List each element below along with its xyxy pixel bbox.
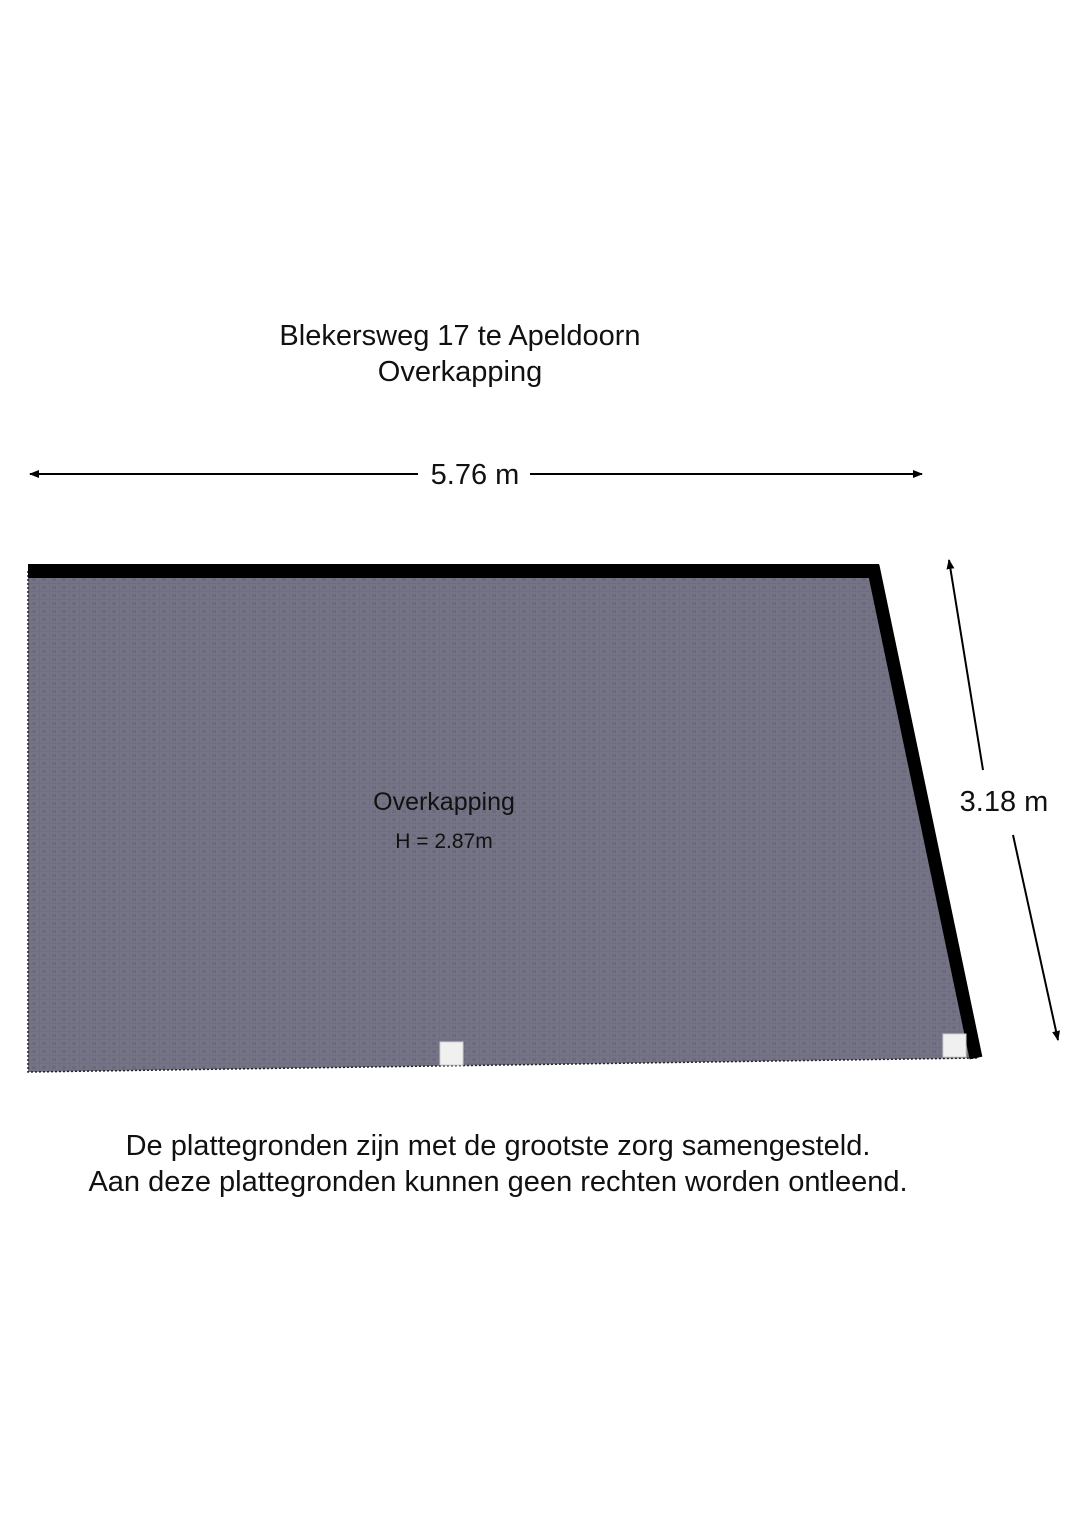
depth-dimension-label: 3.18 m: [959, 786, 1049, 818]
floor-title: Overkapping: [377, 356, 543, 388]
column-marker-middle: [440, 1042, 463, 1065]
address-title: Blekersweg 17 te Apeldoorn: [279, 320, 641, 352]
depth-dimension: [949, 560, 1058, 1040]
depth-dimension-line-bottom: [1013, 835, 1058, 1040]
width-dimension-label: 5.76 m: [430, 459, 520, 491]
room-height: H = 2.87m: [395, 830, 493, 853]
floor-area: [28, 571, 978, 1072]
disclaimer-line-1: De plattegronden zijn met de grootste zorg samengesteld.: [125, 1130, 871, 1162]
column-marker-right: [943, 1034, 966, 1057]
disclaimer: [0, 1128, 996, 1200]
width-dimension: [30, 459, 922, 491]
room-name: Overkapping: [373, 788, 515, 816]
disclaimer-line-2: Aan deze plattegronden kunnen geen rechten worden ontleend.: [88, 1166, 908, 1198]
depth-dimension-line-top: [949, 560, 983, 770]
